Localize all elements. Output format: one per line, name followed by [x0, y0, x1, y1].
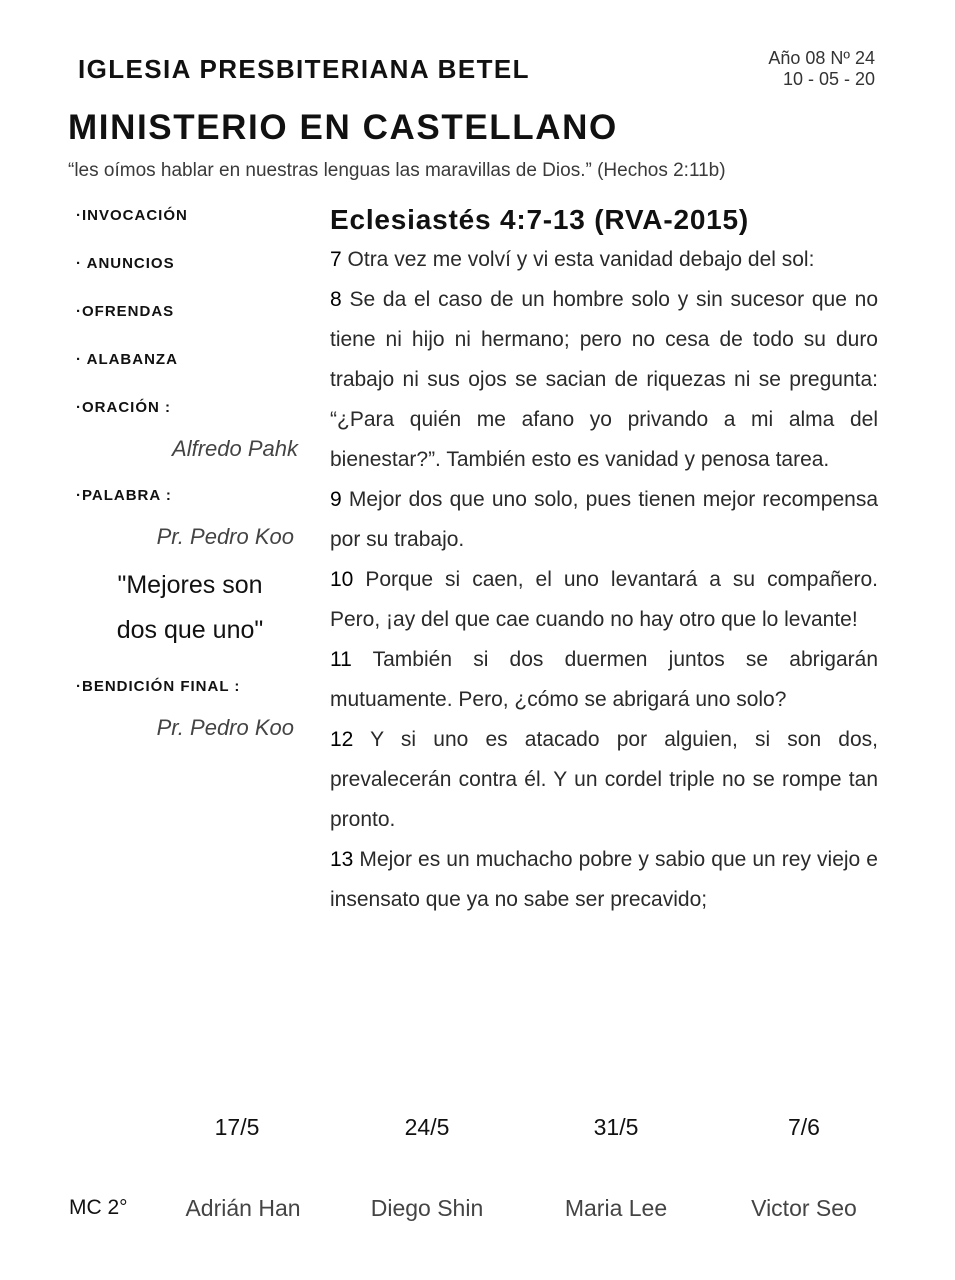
verse-number: 8: [330, 288, 342, 311]
verse: [330, 840, 878, 920]
schedule-date: 24/5: [404, 1114, 450, 1140]
verse-number: 7: [330, 248, 342, 271]
verse: [330, 720, 878, 840]
verse: [330, 240, 878, 280]
schedule-date: 31/5: [593, 1114, 639, 1140]
issue-info: [768, 48, 875, 90]
verse-text: Mejor dos que uno solo, pues tienen mejor recompensa por su trabajo.: [330, 488, 878, 551]
oracion-person: Alfredo Pahk: [172, 436, 298, 461]
verse: [330, 280, 878, 480]
schedule-name: Adrián Han: [185, 1195, 301, 1221]
service-item-invocacion: ·INVOCACIÓN: [76, 207, 188, 224]
service-item-oracion: ·ORACIÓN :: [76, 399, 171, 416]
sermon-title-line1: "Mejores son: [117, 571, 263, 599]
verse-text: También si dos duermen juntos se abrigarán mutuamente. Pero, ¿cómo se abrigará uno solo?: [330, 648, 878, 711]
verse-text: Se da el caso de un hombre solo y sin sucesor que no tiene ni hijo ni hermano; pero no cesa de todo su duro trabajo ni sus ojos se sacian de riquezas ni se pregunta: “¿Para quién me afano yo privando a mi alma del bienestar?”. También esto es vanidad y penosa tarea.: [330, 288, 878, 471]
service-item-alabanza: · ALABANZA: [76, 351, 178, 368]
motto-quote: “les oímos hablar en nuestras lenguas las maravillas de Dios.” (Hechos 2:11b): [68, 160, 726, 181]
scripture-title: Eclesiastés 4:7-13 (RVA-2015): [330, 204, 750, 235]
service-item-anuncios: · ANUNCIOS: [76, 255, 175, 272]
ministry-title: MINISTERIO EN CASTELLANO: [68, 108, 618, 147]
scripture-passage: [330, 200, 878, 920]
issue-date: 10 - 05 - 20: [782, 69, 875, 89]
service-item-ofrendas: ·OFRENDAS: [76, 303, 175, 320]
verse-number: 13: [330, 848, 354, 871]
verse-text: Mejor es un muchacho pobre y sabio que un rey viejo e insensato que ya no sabe ser precavido;: [330, 848, 878, 911]
verse: [330, 560, 878, 640]
service-item-bendicion: ·BENDICIÓN FINAL :: [76, 678, 241, 695]
bendicion-person: Pr. Pedro Koo: [156, 715, 294, 740]
schedule-name: Diego Shin: [370, 1195, 484, 1221]
verse-number: 10: [330, 568, 354, 591]
verse-number: 9: [330, 488, 342, 511]
schedule-date: 7/6: [788, 1114, 820, 1140]
verse: [330, 480, 878, 560]
sermon-title: [70, 563, 310, 653]
schedule-date: 17/5: [214, 1114, 260, 1140]
schedule-name: Victor Seo: [751, 1195, 857, 1221]
verse-text: Porque si caen, el uno levantará a su compañero. Pero, ¡ay del que cae cuando no hay otro que lo levante!: [330, 568, 878, 631]
schedule-name: Maria Lee: [564, 1195, 668, 1221]
palabra-person: Pr. Pedro Koo: [156, 524, 294, 549]
service-item-palabra: ·PALABRA :: [76, 487, 172, 504]
verse-number: 12: [330, 728, 354, 751]
sermon-title-line2: dos que uno": [116, 616, 264, 644]
church-name: IGLESIA PRESBITERIANA BETEL: [78, 54, 530, 84]
schedule-role-label: MC 2°: [69, 1196, 128, 1219]
verse-text: Y si uno es atacado por alguien, si son dos, prevalecerán contra él. Y un cordel triple no se rompe tan pronto.: [330, 728, 878, 831]
verse: [330, 640, 878, 720]
verse-text: Otra vez me volví y vi esta vanidad debajo del sol:: [341, 248, 815, 271]
verse-number: 11: [330, 648, 352, 671]
issue-number: Año 08 Nº 24: [768, 48, 875, 68]
